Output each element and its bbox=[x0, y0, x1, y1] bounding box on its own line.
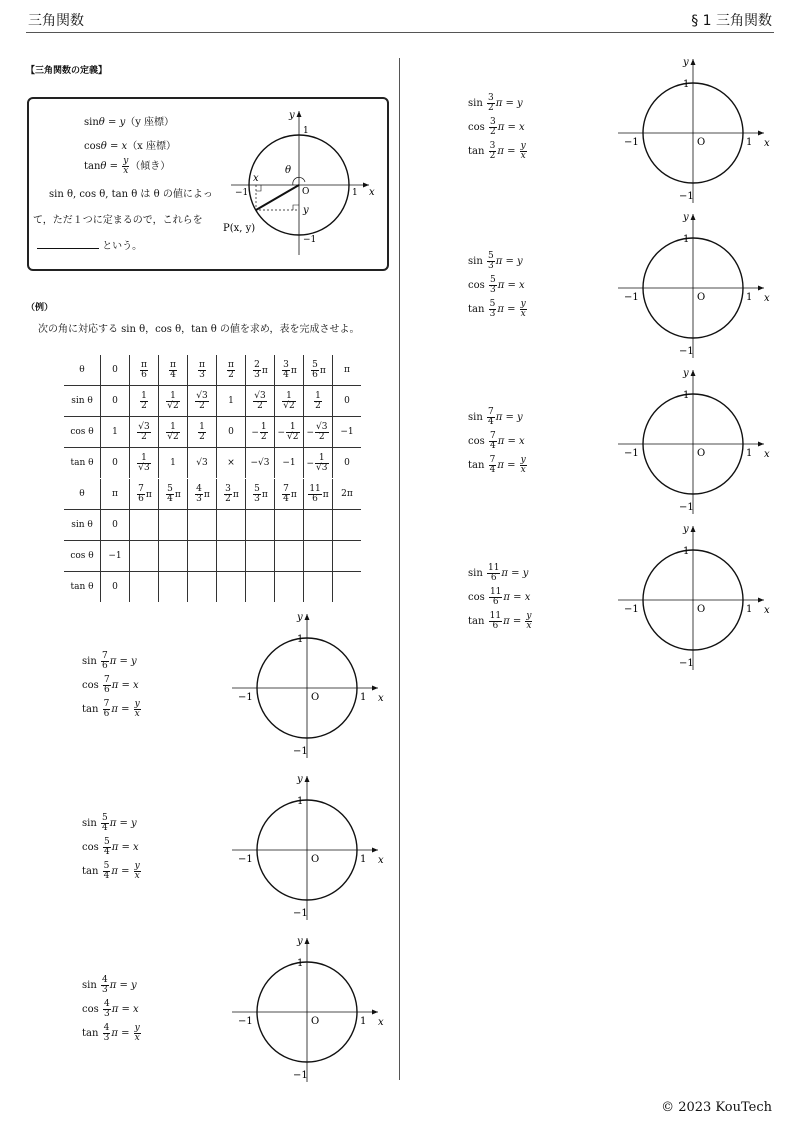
definition-box bbox=[27, 97, 389, 271]
x-axis-label: x bbox=[378, 855, 384, 866]
equation-tan: tan $\frac{7}{4}$ π = $\frac{y}{x}$ bbox=[468, 455, 526, 475]
fraction: $\frac{7}{4}$ bbox=[283, 483, 289, 504]
angle-fraction: $\frac{11}{6}$ bbox=[489, 611, 502, 631]
example-instruction: 次の角に対応する sin θ，cos θ，tan θ の値を求め，表を完成させよ。 bbox=[38, 324, 360, 335]
x-axis-label: x bbox=[764, 605, 770, 616]
equation-sin: sin $\frac{4}{3}$ π = y bbox=[82, 975, 137, 995]
angle-fraction: $\frac{11}{6}$ bbox=[489, 587, 502, 607]
table-cell: 0 bbox=[101, 510, 130, 541]
fraction: $\frac{1}{√2}$ bbox=[167, 390, 179, 411]
y-axis-label: y bbox=[683, 212, 689, 223]
unit-circle-diagram bbox=[618, 210, 778, 360]
angle-fraction: $\frac{3}{2}$ bbox=[489, 117, 496, 137]
unit-circle-diagram bbox=[618, 366, 778, 516]
table-row bbox=[64, 448, 361, 479]
table-header-cell bbox=[188, 355, 217, 386]
table-cell bbox=[333, 510, 362, 541]
table-cell bbox=[188, 417, 217, 448]
y-axis-label: y bbox=[297, 936, 303, 947]
diagram-origin: O bbox=[302, 187, 310, 197]
table-header-cell: $\frac{4}{3}$ π bbox=[188, 479, 217, 510]
table-cell: 1 bbox=[101, 417, 130, 448]
table-header-cell: 2π bbox=[341, 489, 353, 499]
angle-fraction: $\frac{5}{3}$ bbox=[489, 299, 496, 319]
table-row bbox=[64, 417, 361, 448]
table-cell bbox=[217, 572, 246, 603]
table-cell: 0 bbox=[101, 448, 130, 479]
unit-circle-diagram bbox=[232, 934, 392, 1084]
angle-fraction: $\frac{4}{3}$ bbox=[101, 975, 108, 995]
table-cell: −√3 bbox=[246, 448, 275, 479]
equation-sin: sin $\frac{5}{4}$ π = y bbox=[82, 813, 137, 833]
equation-cos: cos $\frac{7}{6}$ π = x bbox=[82, 675, 139, 695]
angle-fraction: $\frac{5}{3}$ bbox=[487, 251, 494, 271]
table-cell bbox=[188, 572, 217, 603]
diagram-y-seg: y bbox=[303, 205, 309, 216]
table-cell: 0 bbox=[101, 386, 130, 417]
angle-fraction: $\frac{4}{3}$ bbox=[103, 999, 110, 1019]
fraction: $\frac{\pi}{6}$ bbox=[141, 359, 147, 380]
angle-fraction: $\frac{4}{3}$ bbox=[103, 1023, 110, 1043]
equation-cos: cos $\frac{11}{6}$ π = x bbox=[468, 587, 531, 607]
table-cell bbox=[304, 541, 333, 572]
table-cell: sin θ bbox=[64, 386, 101, 417]
header-section: § 1 三角関数 bbox=[691, 13, 772, 29]
diagram-label-minus1-x: −1 bbox=[235, 188, 249, 198]
label-y-1: 1 bbox=[683, 79, 690, 90]
table-cell bbox=[333, 541, 362, 572]
table-cell bbox=[188, 541, 217, 572]
table-cell: tan θ bbox=[64, 448, 101, 479]
y-arrow-icon bbox=[691, 526, 696, 532]
table-cell bbox=[304, 510, 333, 541]
header-title: 三角関数 bbox=[28, 13, 84, 29]
tan-fraction: $\frac{y}{x}$ bbox=[520, 455, 526, 475]
fraction: $\frac{1}{2}$ bbox=[315, 390, 321, 411]
table-cell bbox=[275, 386, 304, 417]
y-arrow-icon bbox=[305, 776, 310, 782]
table-cell: 1 bbox=[217, 386, 246, 417]
tan-fraction: $\frac{y}{x}$ bbox=[520, 299, 526, 319]
label-x-1: 1 bbox=[746, 292, 753, 303]
exercise-equations bbox=[468, 406, 528, 478]
table-header-row bbox=[64, 355, 361, 386]
unit-circle-diagram bbox=[232, 772, 392, 922]
fraction: $\frac{√3}{2}$ bbox=[196, 390, 208, 411]
y-arrow-icon bbox=[305, 938, 310, 944]
fraction: $\frac{5}{3}$ bbox=[254, 483, 260, 504]
fraction: $\frac{√3}{2}$ bbox=[254, 390, 266, 411]
equation-tan: tan $\frac{3}{2}$ π = $\frac{y}{x}$ bbox=[468, 141, 526, 161]
equation-sin: sin $\frac{5}{3}$ π = y bbox=[468, 251, 523, 271]
angle-fraction: $\frac{5}{4}$ bbox=[101, 813, 108, 833]
fraction: $\frac{5}{6}$ bbox=[312, 359, 318, 380]
label-x-1: 1 bbox=[360, 692, 367, 703]
table-cell: −1 bbox=[340, 427, 354, 437]
x-axis-label: x bbox=[764, 138, 770, 149]
fraction: $\frac{√3}{2}$ bbox=[316, 421, 328, 442]
table-cell bbox=[130, 510, 159, 541]
angle-fraction: $\frac{7}{4}$ bbox=[489, 455, 496, 475]
x-axis-label: x bbox=[764, 293, 770, 304]
x-arrow-icon bbox=[372, 848, 378, 853]
fraction: $\frac{1}{2}$ bbox=[199, 421, 205, 442]
label-y-minus1: −1 bbox=[679, 502, 694, 513]
diagram-y-axis: y bbox=[289, 110, 295, 121]
table-header-cell: $\frac{7}{6}$ π bbox=[130, 479, 159, 510]
equation-tan: tan $\frac{11}{6}$ π = $\frac{y}{x}$ bbox=[468, 611, 532, 631]
angle-fraction: $\frac{11}{6}$ bbox=[487, 563, 500, 583]
table-cell bbox=[275, 572, 304, 603]
label-x-1: 1 bbox=[360, 1016, 367, 1027]
label-y-1: 1 bbox=[683, 234, 690, 245]
table-cell: × bbox=[217, 448, 246, 479]
origin-label: O bbox=[697, 448, 706, 459]
angle-fraction: $\frac{3}{2}$ bbox=[487, 93, 494, 113]
equation-sin: sin $\frac{11}{6}$ π = y bbox=[468, 563, 529, 583]
table-cell: − $\frac{1}{√3}$ bbox=[304, 448, 333, 479]
diagram-label-1: 1 bbox=[303, 126, 309, 136]
table-header-row bbox=[64, 479, 361, 510]
answer-blank bbox=[37, 248, 99, 249]
definition-title: 【三角関数の定義】 bbox=[26, 66, 108, 76]
label-x-1: 1 bbox=[746, 448, 753, 459]
y-axis-label: y bbox=[683, 368, 689, 379]
table-header-cell bbox=[217, 355, 246, 386]
table-cell bbox=[130, 572, 159, 603]
fraction: $\frac{3}{2}$ bbox=[225, 483, 231, 504]
table-cell bbox=[159, 510, 188, 541]
equation-cos: cos $\frac{5}{3}$ π = x bbox=[468, 275, 525, 295]
copyright: © 2023 KouTech bbox=[661, 1100, 772, 1115]
column-divider bbox=[399, 58, 400, 1080]
table-cell bbox=[159, 386, 188, 417]
table-cell bbox=[217, 510, 246, 541]
table-cell bbox=[159, 541, 188, 572]
table-cell: −1 bbox=[275, 448, 304, 479]
def-tan: tanθ = $\frac{y}{x}$ （傾き） bbox=[84, 156, 171, 176]
label-y-minus1: −1 bbox=[293, 746, 308, 757]
label-x-minus1: −1 bbox=[238, 692, 253, 703]
diagram-point: P(x, y) bbox=[223, 223, 256, 234]
y-axis-label: y bbox=[297, 774, 303, 785]
angle-fraction: $\frac{7}{4}$ bbox=[487, 407, 494, 427]
tan-fraction: $\frac{y}{x}$ bbox=[526, 611, 532, 631]
angle-fraction: $\frac{5}{3}$ bbox=[489, 275, 496, 295]
exercise-equations bbox=[468, 250, 528, 322]
fraction: $\frac{4}{3}$ bbox=[196, 483, 202, 504]
label-x-minus1: −1 bbox=[238, 1016, 253, 1027]
diagram-x-seg: x bbox=[253, 173, 259, 184]
origin-label: O bbox=[311, 1016, 320, 1027]
label-x-minus1: −1 bbox=[238, 854, 253, 865]
label-x-minus1: −1 bbox=[624, 292, 639, 303]
table-cell bbox=[130, 541, 159, 572]
fraction: $\frac{2}{3}$ bbox=[254, 359, 260, 380]
fraction: $\frac{\pi}{4}$ bbox=[170, 359, 176, 380]
label-x-1: 1 bbox=[746, 137, 753, 148]
y-axis-label: y bbox=[297, 612, 303, 623]
table-cell bbox=[246, 510, 275, 541]
unit-circle-diagram bbox=[232, 610, 392, 760]
page-header bbox=[26, 10, 774, 33]
table-header-cell: $\frac{3}{2}$ π bbox=[217, 479, 246, 510]
exercise-equations bbox=[82, 974, 142, 1046]
table-cell: −1 bbox=[101, 541, 130, 572]
table-cell: 1 bbox=[159, 448, 188, 479]
table-row bbox=[64, 572, 361, 603]
def-cos: cosθ = x（x 座標） bbox=[84, 141, 177, 152]
table-cell bbox=[246, 541, 275, 572]
x-arrow-icon bbox=[758, 131, 764, 136]
table-header-cell: $\frac{5}{6}$ π bbox=[304, 355, 333, 386]
fraction: $\frac{3}{4}$ bbox=[283, 359, 289, 380]
def-text-2: て，ただ１つに定まるので，これらを bbox=[33, 215, 203, 226]
table-cell bbox=[246, 572, 275, 603]
label-y-1: 1 bbox=[297, 634, 304, 645]
equation-cos: cos $\frac{4}{3}$ π = x bbox=[82, 999, 139, 1019]
table-header-cell: θ bbox=[64, 479, 101, 510]
tan-fraction: $\frac{y}{x}$ bbox=[134, 699, 140, 719]
diagram-label-1-x: 1 bbox=[352, 188, 358, 198]
fraction: $\frac{5}{4}$ bbox=[167, 483, 173, 504]
x-arrow-icon bbox=[372, 686, 378, 691]
fraction: $\frac{7}{6}$ bbox=[138, 483, 144, 504]
y-axis-label: y bbox=[683, 524, 689, 535]
table-cell bbox=[275, 541, 304, 572]
label-y-minus1: −1 bbox=[293, 1070, 308, 1081]
y-axis-label: y bbox=[683, 57, 689, 68]
table-cell: 0 bbox=[344, 458, 350, 468]
x-arrow-icon bbox=[758, 442, 764, 447]
label-x-1: 1 bbox=[746, 604, 753, 615]
fraction: $\frac{1}{2}$ bbox=[260, 421, 267, 442]
table-cell: 0 bbox=[344, 396, 350, 406]
x-axis-label: x bbox=[378, 1017, 384, 1028]
fraction: $\frac{1}{√2}$ bbox=[287, 421, 299, 442]
label-y-1: 1 bbox=[297, 958, 304, 969]
table-header-cell: $\frac{3}{4}$ π bbox=[275, 355, 304, 386]
label-y-1: 1 bbox=[297, 796, 304, 807]
def-text-3: という。 bbox=[37, 237, 142, 252]
table-header-cell: $\frac{11}{6}$ π bbox=[304, 479, 333, 510]
fraction: $\frac{1}{√3}$ bbox=[138, 452, 150, 473]
table-cell: sin θ bbox=[64, 510, 101, 541]
table-cell bbox=[188, 386, 217, 417]
fraction: $\frac{1}{√3}$ bbox=[316, 452, 328, 473]
equation-tan: tan $\frac{7}{6}$ π = $\frac{y}{x}$ bbox=[82, 699, 140, 719]
y-arrow-icon bbox=[691, 59, 696, 65]
exercise-equations bbox=[82, 812, 142, 884]
table-cell: − $\frac{1}{2}$ bbox=[246, 417, 275, 448]
origin-label: O bbox=[697, 604, 706, 615]
label-y-1: 1 bbox=[683, 390, 690, 401]
label-y-minus1: −1 bbox=[679, 346, 694, 357]
definition-diagram bbox=[219, 103, 379, 263]
label-x-minus1: −1 bbox=[624, 604, 639, 615]
diagram-x-axis: x bbox=[369, 187, 375, 198]
y-arrow-icon bbox=[691, 370, 696, 376]
fraction: $\frac{11}{6}$ bbox=[309, 483, 321, 504]
tan-fraction: $\frac{y}{x}$ bbox=[134, 1023, 140, 1043]
equation-cos: cos $\frac{3}{2}$ π = x bbox=[468, 117, 525, 137]
table-header-cell bbox=[159, 355, 188, 386]
table-cell: − $\frac{1}{√2}$ bbox=[275, 417, 304, 448]
label-x-minus1: −1 bbox=[624, 137, 639, 148]
table-header-cell: $\frac{7}{4}$ π bbox=[275, 479, 304, 510]
table-header-cell: $\frac{2}{3}$ π bbox=[246, 355, 275, 386]
origin-label: O bbox=[311, 692, 320, 703]
table-cell bbox=[130, 417, 159, 448]
equation-tan: tan $\frac{4}{3}$ π = $\frac{y}{x}$ bbox=[82, 1023, 140, 1043]
label-x-1: 1 bbox=[360, 854, 367, 865]
table-cell bbox=[159, 572, 188, 603]
origin-label: O bbox=[311, 854, 320, 865]
origin-label: O bbox=[697, 292, 706, 303]
equation-sin: sin $\frac{7}{4}$ π = y bbox=[468, 407, 523, 427]
exercise-equations bbox=[468, 562, 533, 634]
angle-fraction: $\frac{3}{2}$ bbox=[489, 141, 496, 161]
equation-cos: cos $\frac{5}{4}$ π = x bbox=[82, 837, 139, 857]
table-header-cell: 0 bbox=[101, 355, 130, 386]
label-y-minus1: −1 bbox=[679, 658, 694, 669]
x-arrow-icon bbox=[372, 1010, 378, 1015]
label-y-minus1: −1 bbox=[679, 191, 694, 202]
table-cell: 0 bbox=[217, 417, 246, 448]
table-header-cell: θ bbox=[64, 355, 101, 386]
table-cell bbox=[217, 541, 246, 572]
unit-circle-diagram bbox=[618, 522, 778, 672]
table-header-cell: $\frac{5}{4}$ π bbox=[159, 479, 188, 510]
equation-tan: tan $\frac{5}{4}$ π = $\frac{y}{x}$ bbox=[82, 861, 140, 881]
exercise-equations bbox=[468, 92, 528, 164]
x-arrow-icon bbox=[758, 286, 764, 291]
equation-sin: sin $\frac{3}{2}$ π = y bbox=[468, 93, 523, 113]
diagram-label-minus1: −1 bbox=[303, 235, 317, 245]
fraction: $\frac{\pi}{2}$ bbox=[228, 359, 234, 380]
table-cell bbox=[159, 417, 188, 448]
label-x-minus1: −1 bbox=[624, 448, 639, 459]
diagram-theta: θ bbox=[285, 165, 292, 176]
equation-tan: tan $\frac{5}{3}$ π = $\frac{y}{x}$ bbox=[468, 299, 526, 319]
table-cell bbox=[304, 386, 333, 417]
angle-fraction: $\frac{5}{4}$ bbox=[103, 861, 110, 881]
x-axis-label: x bbox=[378, 693, 384, 704]
table-cell: cos θ bbox=[64, 417, 101, 448]
angle-fraction: $\frac{5}{4}$ bbox=[103, 837, 110, 857]
table-header-cell bbox=[130, 355, 159, 386]
fraction: $\frac{√3}{2}$ bbox=[138, 421, 150, 442]
table-cell: − $\frac{√3}{2}$ bbox=[304, 417, 333, 448]
table-header-cell: π bbox=[101, 479, 130, 510]
table-cell bbox=[246, 386, 275, 417]
angle-fraction: $\frac{7}{6}$ bbox=[101, 651, 108, 671]
table-cell bbox=[275, 510, 304, 541]
exercise-equations bbox=[82, 650, 142, 722]
fraction: $\frac{1}{2}$ bbox=[141, 390, 147, 411]
angle-fraction: $\frac{7}{6}$ bbox=[103, 699, 110, 719]
label-y-1: 1 bbox=[683, 546, 690, 557]
label-y-minus1: −1 bbox=[293, 908, 308, 919]
table-header-cell: π bbox=[344, 365, 350, 375]
value-table-1 bbox=[64, 355, 361, 478]
fraction: $\frac{1}{√2}$ bbox=[283, 390, 295, 411]
tan-fraction: $\frac{y}{x}$ bbox=[520, 141, 526, 161]
angle-fraction: $\frac{7}{4}$ bbox=[489, 431, 496, 451]
value-table-2 bbox=[64, 479, 361, 602]
table-cell bbox=[333, 572, 362, 603]
table-row bbox=[64, 386, 361, 417]
table-cell bbox=[304, 572, 333, 603]
x-axis-label: x bbox=[764, 449, 770, 460]
table-cell: tan θ bbox=[64, 572, 101, 603]
table-cell bbox=[130, 448, 159, 479]
table-cell bbox=[188, 510, 217, 541]
def-text-1: sin θ, cos θ, tan θ は θ の値によっ bbox=[49, 189, 213, 200]
fraction: $\frac{\pi}{3}$ bbox=[199, 359, 205, 380]
table-header-cell: $\frac{5}{3}$ π bbox=[246, 479, 275, 510]
unit-circle-diagram bbox=[618, 55, 778, 205]
tan-fraction: $\frac{y}{x}$ bbox=[134, 861, 140, 881]
table-row bbox=[64, 510, 361, 541]
def-sin: sinθ = y（y 座標） bbox=[84, 117, 175, 128]
example-title: （例） bbox=[26, 303, 54, 313]
equation-cos: cos $\frac{7}{4}$ π = x bbox=[468, 431, 525, 451]
table-cell: 0 bbox=[101, 572, 130, 603]
y-arrow-icon bbox=[691, 214, 696, 220]
table-row bbox=[64, 541, 361, 572]
x-arrow-icon bbox=[758, 598, 764, 603]
table-cell: cos θ bbox=[64, 541, 101, 572]
y-arrow-icon bbox=[305, 614, 310, 620]
fraction: $\frac{1}{√2}$ bbox=[167, 421, 179, 442]
origin-label: O bbox=[697, 137, 706, 148]
equation-sin: sin $\frac{7}{6}$ π = y bbox=[82, 651, 137, 671]
angle-fraction: $\frac{7}{6}$ bbox=[103, 675, 110, 695]
table-cell bbox=[130, 386, 159, 417]
table-cell: √3 bbox=[188, 448, 217, 479]
